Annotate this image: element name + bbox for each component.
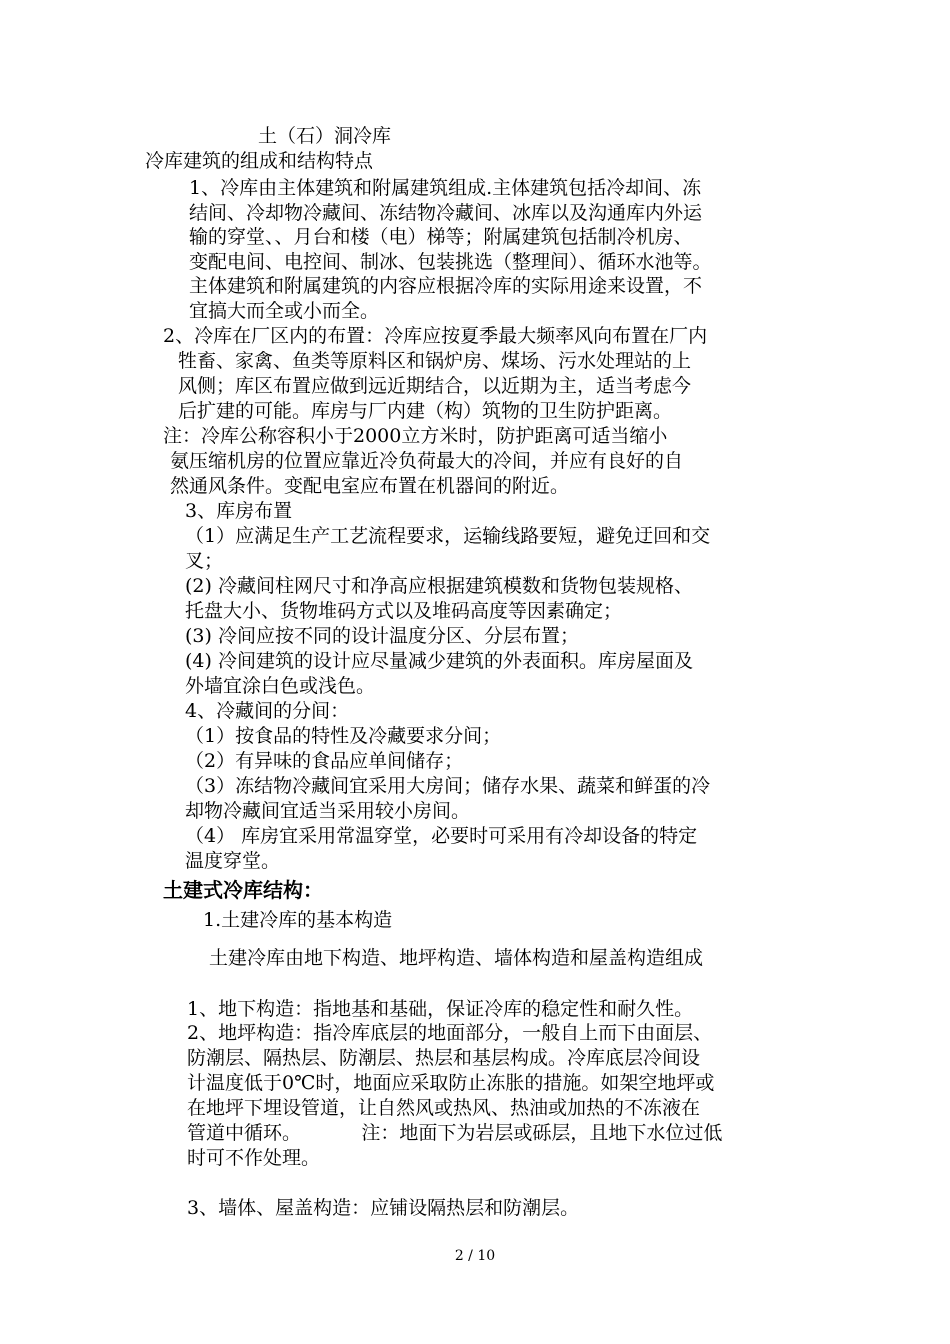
item4-heading: 4、冷藏间的分间： [185,700,350,722]
structure-line: 管道中循环。 注：地面下为岩层或砾层，且地下水位过低 [187,1122,723,1144]
structure-line: 防潮层、隔热层、防潮层、热层和基层构成。冷库底层冷间设 [187,1047,701,1069]
section-heading: 冷库建筑的组成和结构特点 [145,150,374,172]
structure-line: 在地坪下埋设管道，让自然风或热风、热油或加热的不冻液在 [187,1097,701,1119]
item3-line: 外墙宜涂白色或浅色。 [185,675,376,697]
item1-line: 主体建筑和附属建筑的内容应根据冷库的实际用途来设置，不 [189,275,703,297]
item3-line: 叉； [185,550,224,572]
page-number: 2 / 10 [454,1248,496,1264]
item1-line: 变配电间、电控间、制冰、包装挑选（整理间）、循环水池等。 [189,251,712,273]
item3-line: (3) 冷间应按不同的设计温度分区、分层布置； [185,625,579,647]
item3-line: （1）应满足生产工艺流程要求，运输线路要短，避免迂回和交 [185,525,711,547]
item2b-line: 氨压缩机房的位置应靠近冷负荷最大的冷间，并应有良好的自 [170,450,684,472]
item2-line: 后扩建的可能。库房与厂内建（构）筑物的卫生防护距离。 [178,400,673,422]
structure-line: 计温度低于0℃时，地面应采取防止冻胀的措施。如架空地坪或 [187,1072,715,1094]
item4-line: 却物冷藏间宜适当采用较小房间。 [185,800,471,822]
item4-line: （1）按食品的特性及冷藏要求分间； [185,725,502,747]
bold-section-heading: 土建式冷库结构： [163,878,323,902]
item1-line: 输的穿堂、、月台和楼（电）梯等；附属建筑包括制冷机房、 [189,226,693,248]
item2-line: 牲畜、家禽、鱼类等原料区和锅炉房、煤场、污水处理站的上 [178,350,692,372]
item4-line: （4） 库房宜采用常温穿堂，必要时可采用有冷却设备的特定 [185,825,698,847]
structure-line: 3、墙体、屋盖构造：应铺设隔热层和防潮层。 [187,1197,580,1219]
item2-line: 风侧；库区布置应做到远近期结合，以近期为主，适当考虑今 [178,375,692,397]
item1-line: 宜搞大而全或小而全。 [189,300,380,322]
note-line: 注：冷库公称容积小于2000立方米时，防护距离可适当缩小 [163,425,668,447]
item3-line: (4) 冷间建筑的设计应尽量减少建筑的外表面积。库房屋面及 [185,650,693,672]
structure-line: 时可不作处理。 [187,1147,321,1169]
item2-line: 2、冷库在厂区内的布置：冷库应按夏季最大频率风向布置在厂内 [163,325,708,347]
item4-line: 温度穿堂。 [185,850,281,872]
subheading-desc: 土建冷库由地下构造、地坪构造、墙体构造和屋盖构造组成 [209,947,704,969]
item4-line: （2）有异味的食品应单间储存； [185,750,464,772]
item1-line: 结间、冷却物冷藏间、冻结物冷藏间、冰库以及沟通库内外运 [189,202,703,224]
item3-line: 托盘大小、货物堆码方式以及堆码高度等因素确定； [185,600,623,622]
item3-line: (2) 冷藏间柱网尺寸和净高应根据建筑模数和货物包装规格、 [185,575,693,597]
item3-heading: 3、库房布置 [185,500,293,522]
structure-line: 2、地坪构造：指冷库底层的地面部分，一般自上而下由面层、 [187,1022,713,1044]
structure-line: 1、地下构造：指地基和基础，保证冷库的稳定性和耐久性。 [187,998,694,1020]
item4-line: （3）冻结物冷藏间宜采用大房间；储存水果、蔬菜和鲜蛋的冷 [185,775,711,797]
subheading: 1.土建冷库的基本构造 [203,909,393,931]
item2b-line: 然通风条件。变配电室应布置在机器间的附近。 [170,475,570,497]
item1-line: 1、冷库由主体建筑和附属建筑组成.主体建筑包括冷却间、冻 [189,177,702,199]
top-heading: 土（石）洞冷库 [258,125,392,147]
